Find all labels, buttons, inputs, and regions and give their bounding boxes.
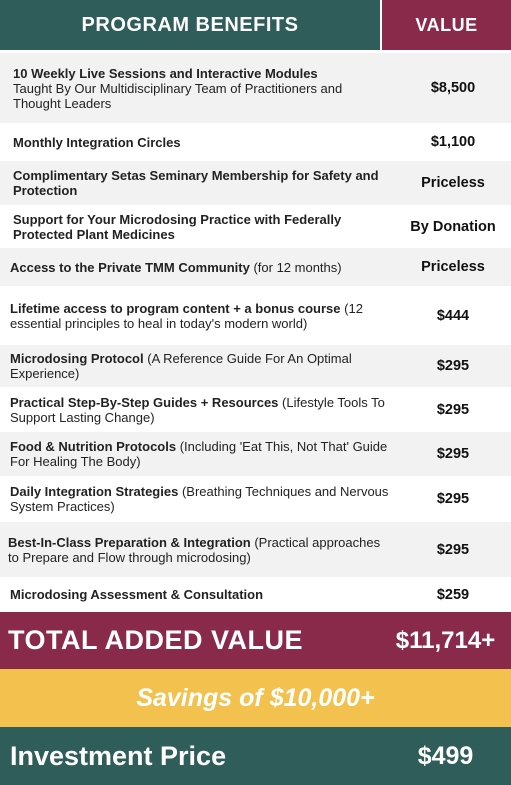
benefits-header: [0, 0, 511, 50]
total-value-label: TOTAL ADDED VALUE: [8, 625, 304, 655]
benefit-detail: Taught By Our Multidisciplinary Team of Practitioners and Thought Leaders: [13, 80, 343, 111]
benefit-text: [0, 135, 395, 150]
savings-banner: Savings of $10,000+: [0, 669, 511, 727]
benefit-value: $295: [436, 446, 470, 462]
benefit-row: [0, 248, 511, 286]
benefit-title: Access to the Private TMM Community: [10, 259, 250, 275]
benefit-value: $295: [436, 541, 470, 558]
benefit-detail: (A Reference Guide For An Optimal Experience): [10, 351, 352, 381]
total-value-bar: [0, 612, 511, 669]
benefit-row: [0, 345, 511, 387]
benefit-text: [0, 301, 395, 331]
benefit-title: Daily Integration Strategies: [10, 484, 179, 499]
total-value-amount: $11,714+: [395, 626, 496, 654]
benefit-detail: (12 essential principles to heal in today's modern world): [10, 300, 363, 331]
value-heading: VALUE: [382, 0, 511, 50]
benefit-text: [0, 351, 395, 381]
benefit-value: Priceless: [421, 175, 485, 191]
benefit-row: [0, 387, 511, 432]
benefit-value: $8,500: [430, 80, 476, 96]
benefit-row: [0, 286, 511, 345]
benefit-row: [0, 432, 511, 476]
benefit-text: [0, 168, 395, 198]
benefit-title: Microdosing Protocol: [10, 351, 144, 366]
benefit-text: [0, 587, 395, 602]
benefit-detail: (for 12 months): [253, 259, 342, 275]
benefit-value: $295: [436, 491, 470, 507]
benefit-value: $259: [436, 586, 470, 603]
benefit-value: By Donation: [410, 218, 496, 235]
benefit-value: $295: [436, 358, 470, 374]
benefit-row: [0, 476, 511, 522]
benefit-detail: (Lifestyle Tools To Support Lasting Change): [10, 394, 385, 425]
benefit-text: [0, 212, 395, 242]
benefit-value: $1,100: [430, 134, 476, 150]
benefit-title: Microdosing Assessment & Consultation: [10, 587, 264, 602]
benefit-text: [0, 260, 395, 275]
benefit-text: [0, 439, 395, 469]
benefit-title: Complimentary Setas Seminary Membership for Safety and Protection: [13, 168, 379, 198]
benefit-row: [0, 577, 511, 612]
investment-price-amount: $499: [417, 741, 474, 770]
benefit-text: [0, 484, 395, 514]
benefit-text: [0, 66, 395, 111]
investment-price-label: Investment Price: [10, 740, 227, 771]
benefit-value: Priceless: [421, 259, 485, 275]
benefit-row: [0, 123, 511, 161]
benefit-row: [0, 161, 511, 205]
benefit-value: $295: [436, 401, 470, 418]
benefit-value: $444: [436, 307, 470, 324]
benefit-row: [0, 205, 511, 248]
benefit-text: [0, 535, 395, 565]
benefit-title: Monthly Integration Circles: [13, 134, 181, 150]
benefit-title: 10 Weekly Live Sessions and Interactive Modules: [13, 65, 318, 81]
benefit-detail: (Practical approaches to Prepare and Flow through microdosing): [8, 534, 381, 565]
benefit-detail: (Breathing Techniques and Nervous System Practices): [10, 484, 389, 514]
program-benefits-heading: PROGRAM BENEFITS: [0, 0, 380, 50]
benefit-row: [0, 53, 511, 123]
benefit-detail: (Including 'Eat This, Not That' Guide For Healing The Body): [10, 439, 388, 469]
investment-price-bar: [0, 727, 511, 785]
benefit-title: Practical Step-By-Step Guides + Resources: [10, 394, 279, 410]
benefit-title: Best-In-Class Preparation & Integration: [8, 534, 251, 550]
benefit-text: [0, 395, 395, 425]
benefit-title: Support for Your Microdosing Practice with Federally Protected Plant Medicines: [13, 211, 342, 242]
benefit-title: Lifetime access to program content + a bonus course: [10, 300, 341, 316]
benefit-title: Food & Nutrition Protocols: [10, 439, 177, 454]
benefit-row: [0, 522, 511, 577]
